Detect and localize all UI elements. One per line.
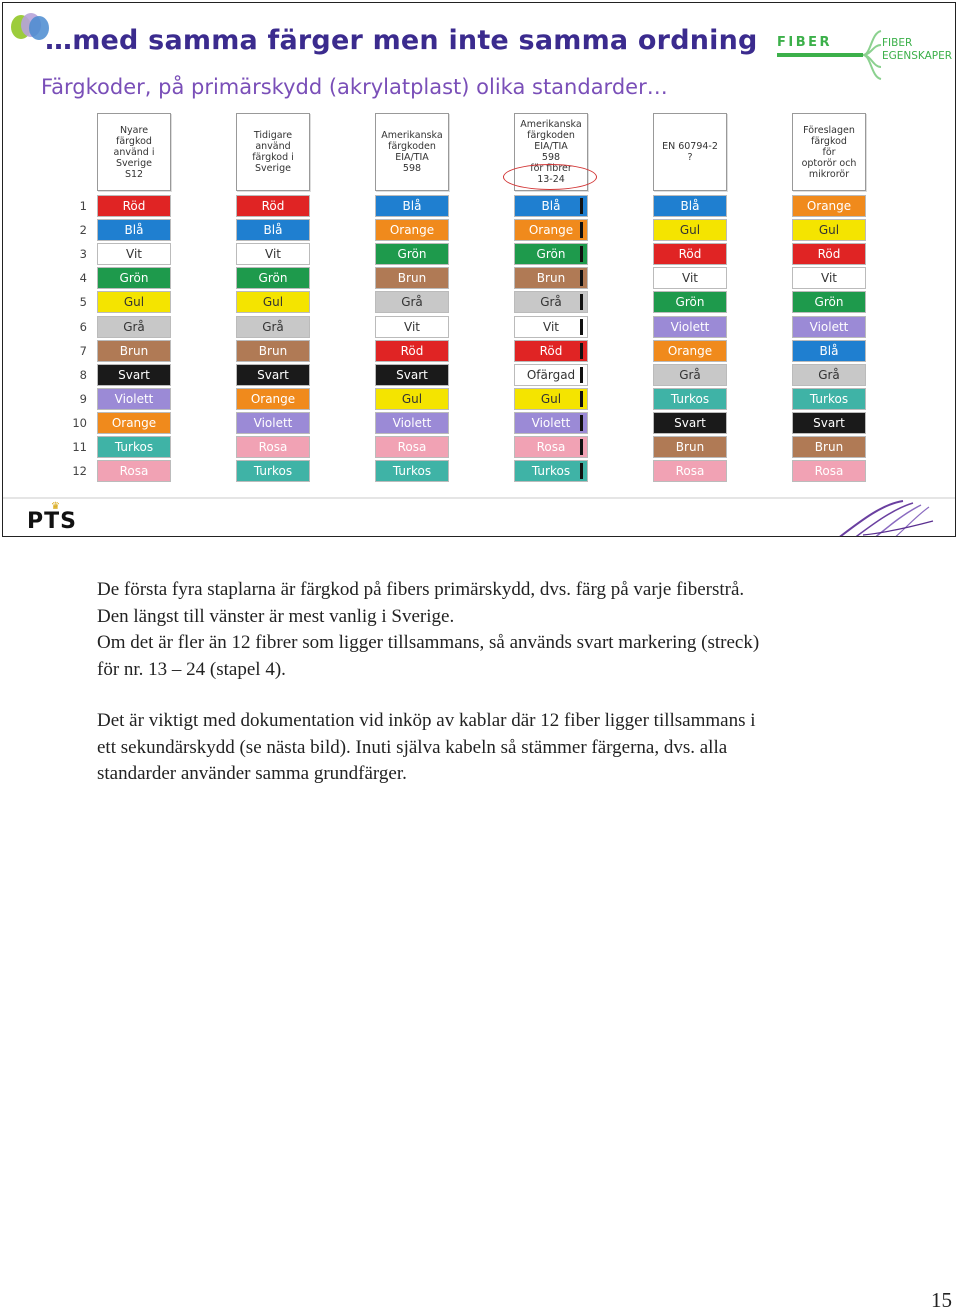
- color-cell: Grå: [653, 364, 727, 386]
- color-cell: Violett: [375, 412, 449, 434]
- color-cell: Ofärgad: [514, 364, 588, 386]
- color-code-table: [3, 3, 956, 537]
- color-cell: Orange: [653, 340, 727, 362]
- color-cell: Rosa: [514, 436, 588, 458]
- row-number: 5: [79, 295, 87, 310]
- color-cell: Svart: [653, 412, 727, 434]
- black-stripe-marker: [580, 270, 583, 286]
- color-cell: Vit: [375, 316, 449, 338]
- row-number: 3: [79, 247, 87, 262]
- color-cell: Turkos: [653, 388, 727, 410]
- color-cell: Vit: [792, 267, 866, 289]
- body-paragraph-2: [97, 708, 857, 788]
- body-paragraph-1: [97, 577, 857, 683]
- color-cell: Grå: [375, 291, 449, 313]
- brand-sub-line-1: FIBER: [882, 37, 913, 49]
- color-cell: Brun: [514, 267, 588, 289]
- color-cell: Röd: [97, 195, 171, 217]
- color-cell: Gul: [236, 291, 310, 313]
- black-stripe-marker: [580, 294, 583, 310]
- color-cell: Vit: [514, 316, 588, 338]
- black-stripe-marker: [580, 246, 583, 262]
- highlight-ellipse-icon: [503, 164, 597, 190]
- black-stripe-marker: [580, 319, 583, 335]
- body-line: standarder använder samma grundfärger.: [97, 763, 407, 784]
- black-stripe-marker: [580, 343, 583, 359]
- color-cell: Violett: [792, 316, 866, 338]
- color-cell: Orange: [375, 219, 449, 241]
- column-header: Tidigare använd färgkod i Sverige: [236, 113, 310, 191]
- black-stripe-marker: [580, 391, 583, 407]
- color-cell: Violett: [97, 388, 171, 410]
- page-number: 15: [931, 1288, 952, 1312]
- color-cell: Brun: [792, 436, 866, 458]
- color-cell: Grå: [236, 316, 310, 338]
- color-cell: Grön: [514, 243, 588, 265]
- color-cell: Svart: [97, 364, 171, 386]
- color-cell: Gul: [653, 219, 727, 241]
- row-number: 7: [79, 343, 87, 358]
- color-cell: Violett: [236, 412, 310, 434]
- color-cell: Brun: [236, 340, 310, 362]
- color-cell: Turkos: [375, 460, 449, 482]
- color-cell: Röd: [236, 195, 310, 217]
- brand-sub-line-2: EGENSKAPER: [882, 50, 953, 62]
- color-cell: Röd: [514, 340, 588, 362]
- color-cell: Grön: [236, 267, 310, 289]
- color-cell: Brun: [375, 267, 449, 289]
- column-header: Nyare färgkod använd i Sverige S12: [97, 113, 171, 191]
- color-cell: Rosa: [236, 436, 310, 458]
- color-cell: Rosa: [792, 460, 866, 482]
- color-cell: Brun: [653, 436, 727, 458]
- black-stripe-marker: [580, 222, 583, 238]
- crown-icon: ♛: [51, 501, 60, 512]
- slide-title: …med samma färger men inte samma ordning: [45, 25, 758, 56]
- color-cell: Blå: [514, 195, 588, 217]
- color-cell: Vit: [97, 243, 171, 265]
- color-cell: Vit: [653, 267, 727, 289]
- row-number: 11: [72, 440, 87, 454]
- color-cell: Brun: [97, 340, 171, 362]
- column-header: Amerikanska färgkoden EIA/TIA 598 för fibrer 13-24: [514, 113, 588, 191]
- color-cell: Grön: [375, 243, 449, 265]
- black-stripe-marker: [580, 439, 583, 455]
- color-cell: Svart: [792, 412, 866, 434]
- color-cell: Grå: [514, 291, 588, 313]
- black-stripe-marker: [580, 367, 583, 383]
- color-cell: Orange: [514, 219, 588, 241]
- color-cell: Röd: [792, 243, 866, 265]
- color-cell: Turkos: [97, 436, 171, 458]
- color-cell: Gul: [792, 219, 866, 241]
- color-cell: Rosa: [375, 436, 449, 458]
- color-cell: Grön: [653, 291, 727, 313]
- black-stripe-marker: [580, 198, 583, 214]
- color-cell: Vit: [236, 243, 310, 265]
- row-number: 9: [79, 391, 87, 406]
- color-cell: Gul: [97, 291, 171, 313]
- color-cell: Grön: [792, 291, 866, 313]
- color-cell: Svart: [375, 364, 449, 386]
- slide: [2, 2, 956, 537]
- color-cell: Turkos: [236, 460, 310, 482]
- color-cell: Rosa: [653, 460, 727, 482]
- black-stripe-marker: [580, 415, 583, 431]
- color-cell: Blå: [792, 340, 866, 362]
- color-cell: Gul: [375, 388, 449, 410]
- color-cell: Grön: [97, 267, 171, 289]
- row-number: 1: [79, 199, 87, 213]
- color-cell: Grå: [97, 316, 171, 338]
- column-header: Föreslagen färgkod för optorör och mikrorör: [792, 113, 866, 191]
- color-cell: Rosa: [97, 460, 171, 482]
- color-cell: Röd: [653, 243, 727, 265]
- color-cell: Röd: [375, 340, 449, 362]
- color-cell: Blå: [375, 195, 449, 217]
- row-number: 8: [79, 367, 87, 382]
- body-line: Det är viktigt med dokumentation vid inköp av kablar där 12 fiber ligger tillsammans i: [97, 710, 756, 731]
- color-cell: Violett: [653, 316, 727, 338]
- body-line: ett sekundärskydd (se nästa bild). Inuti själva kabeln så stämmer färgerna, dvs. alla: [97, 736, 728, 758]
- color-cell: Svart: [236, 364, 310, 386]
- color-cell: Orange: [792, 195, 866, 217]
- color-cell: Orange: [97, 412, 171, 434]
- black-stripe-marker: [580, 463, 583, 479]
- color-cell: Grå: [792, 364, 866, 386]
- column-header: EN 60794-2 ?: [653, 113, 727, 191]
- row-number: 4: [79, 271, 87, 286]
- pts-logo: PTS: [27, 509, 77, 534]
- color-cell: Blå: [97, 219, 171, 241]
- body-line: Om det är fler än 12 fibrer som ligger tillsammans, så används svart markering (streck): [97, 632, 760, 653]
- row-number: 12: [72, 464, 87, 479]
- decorative-scribble-icon: [833, 499, 956, 537]
- color-cell: Gul: [514, 388, 588, 410]
- footer-divider: [3, 497, 956, 499]
- row-number: 6: [79, 319, 87, 334]
- color-cell: Blå: [653, 195, 727, 217]
- column-header: Amerikanska färgkoden EIA/TIA 598: [375, 113, 449, 191]
- row-number: 2: [79, 223, 87, 238]
- color-cell: Blå: [236, 219, 310, 241]
- color-cell: Turkos: [792, 388, 866, 410]
- color-cell: Violett: [514, 412, 588, 434]
- row-number: 10: [72, 415, 87, 430]
- color-cell: Turkos: [514, 460, 588, 482]
- body-line: De första fyra staplarna är färgkod på fibers primärskydd, dvs. färg på varje fiberstrå.: [97, 579, 745, 600]
- color-cell: Orange: [236, 388, 310, 410]
- slide-subtitle: Färgkoder, på primärskydd (akrylatplast) olika standarder…: [41, 75, 668, 99]
- brand-word: FIBER: [777, 35, 833, 50]
- body-line: för nr. 13 – 24 (stapel 4).: [97, 658, 286, 680]
- body-line: Den längst till vänster är mest vanlig i Sverige.: [97, 605, 455, 627]
